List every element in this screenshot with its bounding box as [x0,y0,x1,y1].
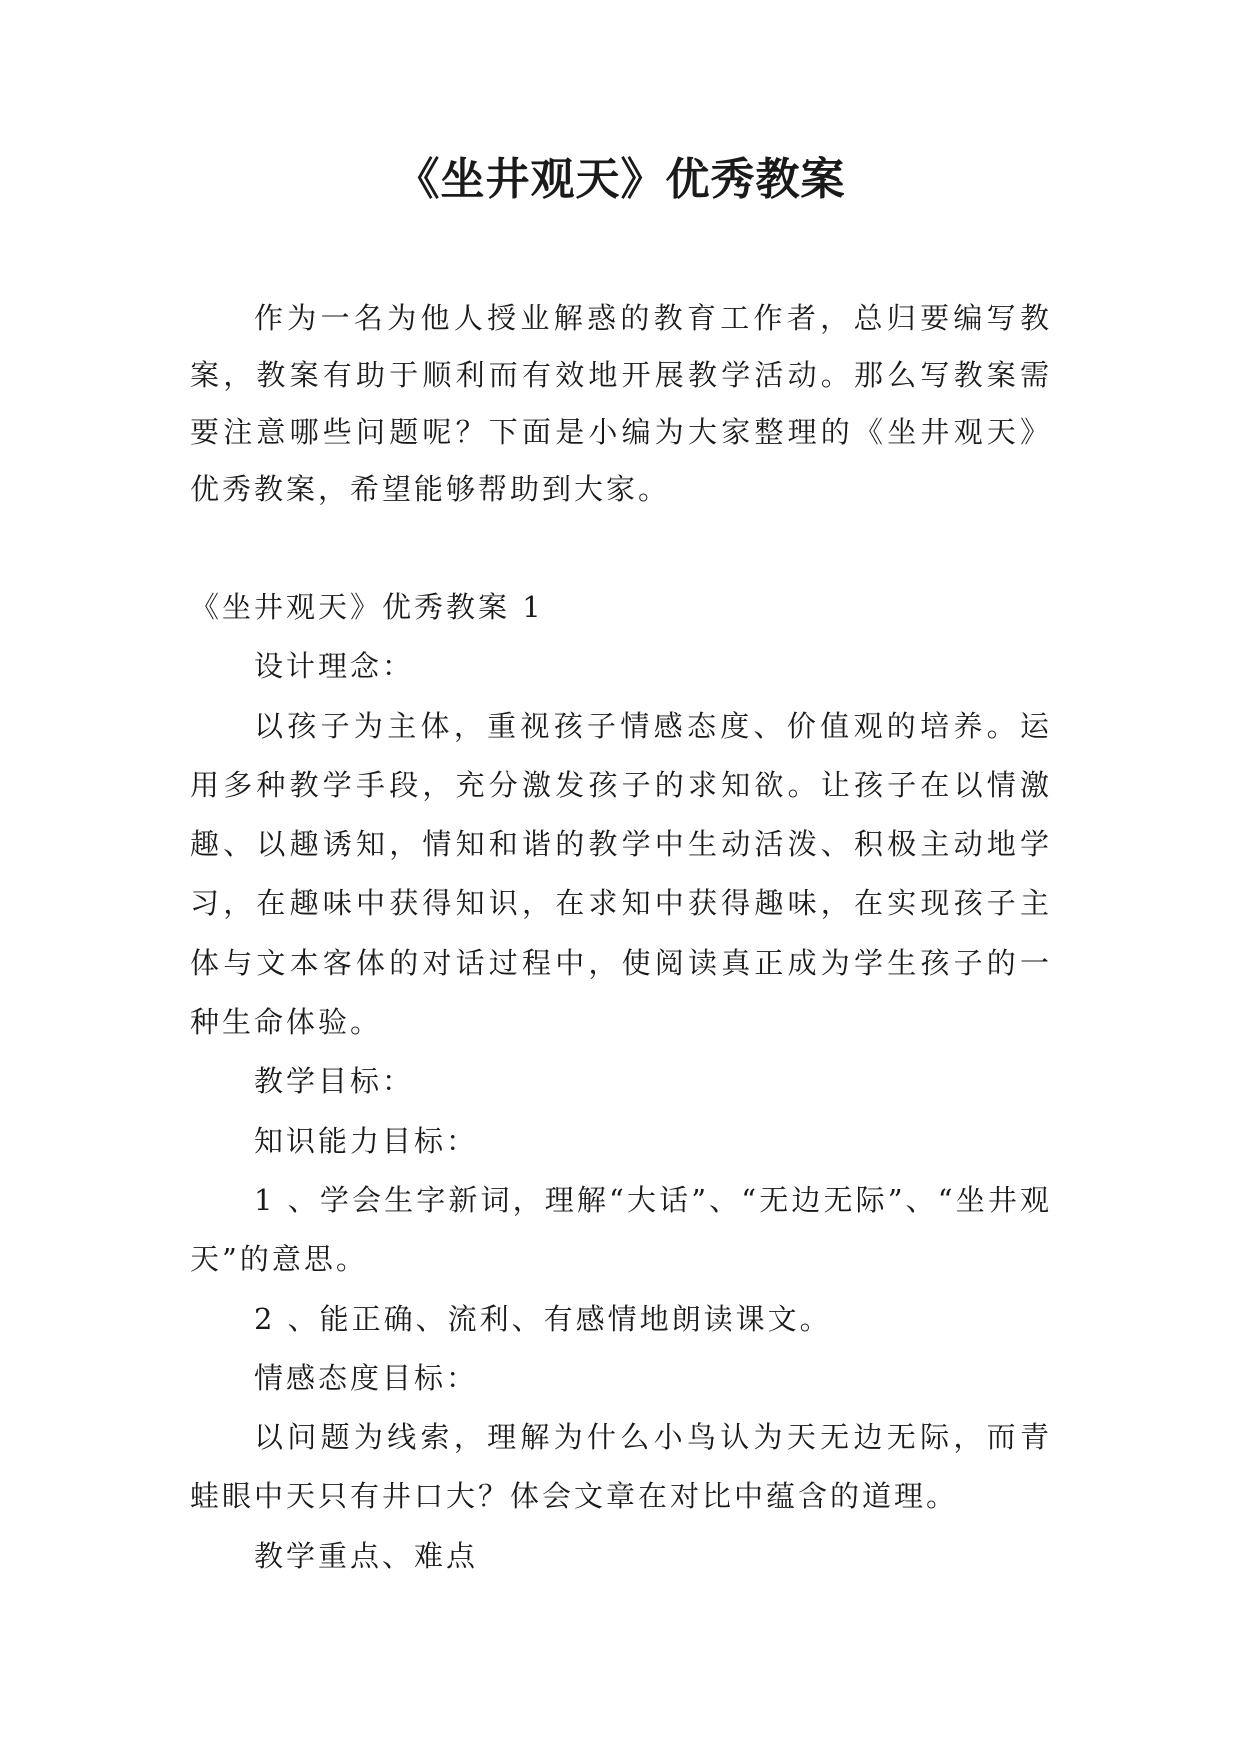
lesson-plan-section [190,578,1052,1586]
section-heading: 《坐井观天》优秀教案 1 [190,590,544,624]
heading-key-points: 教学重点、难点 [254,1538,479,1573]
intro-paragraph: 作为一名为他人授业解惑的教育工作者，总归要编写教案，教案有助于顺利而有效地开展教学活动。那么写教案需要注意哪些问题呢？下面是小编为大家整理的《坐井观天》优秀教案，希望能够帮助到大家。 [190,301,1052,506]
heading-design-concept: 设计理念： [254,649,415,684]
design-concept-paragraph: 以孩子为主体，重视孩子情感态度、价值观的培养。运用多种教学手段，充分激发孩子的求知欲。让孩子在以情激趣、以趣诱知，情知和谐的教学中生动活泼、积极主动地学习，在趣味中获得知识，在求知中获得趣味，在实现孩子主体与文本客体的对话过程中，使阅读真正成为学生孩子的一种生命体验。 [190,708,1052,1040]
heading-teaching-goals: 教学目标： [254,1064,415,1099]
heading-knowledge-goals: 知识能力目标： [254,1123,479,1158]
knowledge-goal-1: 1 、学会生字新词，理解“大话”、“无边无际”、“坐井观天”的意思。 [190,1182,1052,1277]
heading-emotion-goals: 情感态度目标： [254,1360,479,1395]
knowledge-goal-2: 2 、能正确、流利、有感情地朗读课文。 [254,1301,832,1336]
document-title: 《坐井观天》优秀教案 [395,154,846,205]
emotion-goal-paragraph: 以问题为线索，理解为什么小鸟认为天无边无际，而青蛙眼中天只有井口大？体会文章在对比中蕴含的道理。 [190,1420,1052,1514]
